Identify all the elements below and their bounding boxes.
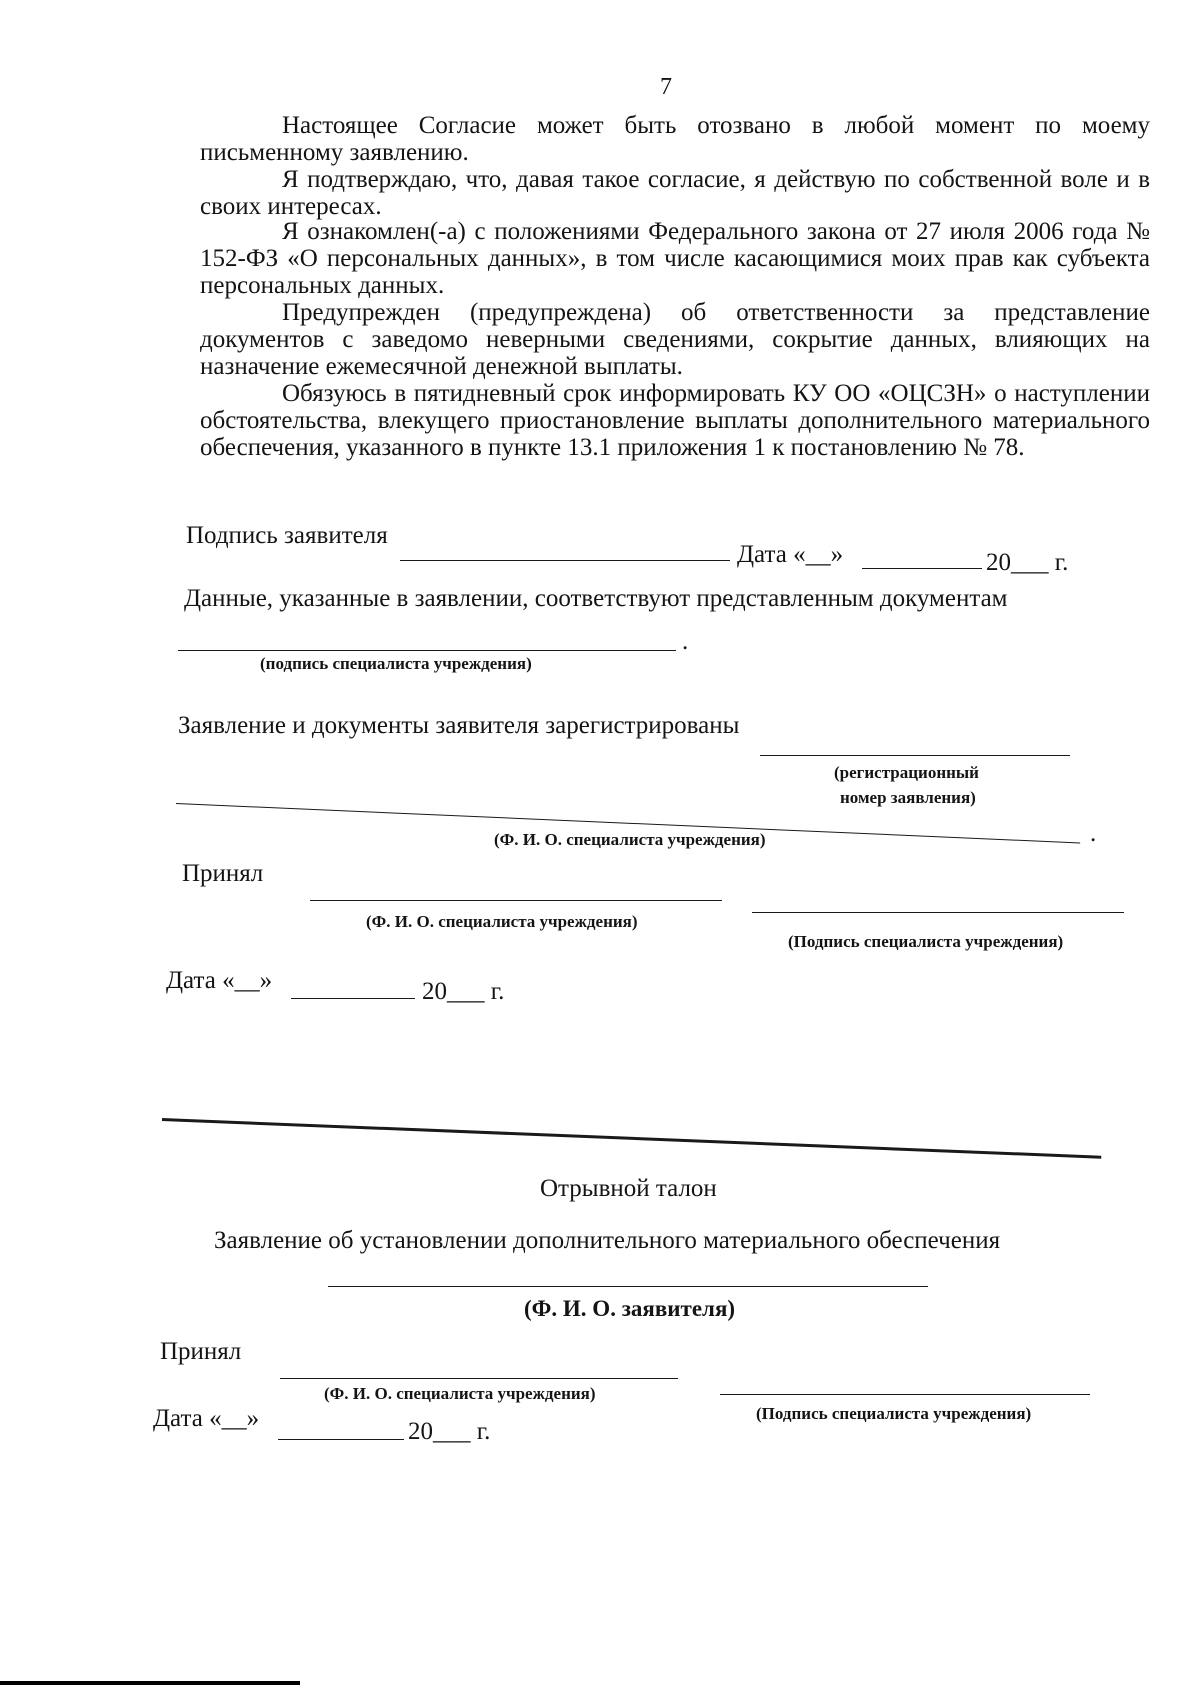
accepted-date-label: Дата «__» [166, 967, 273, 994]
applicant-year-label: 20___ г. [986, 549, 1069, 576]
applicant-date-label: Дата «__» [737, 541, 844, 568]
accepted-signature-line [752, 912, 1124, 913]
tear-off-accepted-label: Принял [160, 1338, 242, 1365]
tear-off-separator [162, 1118, 1101, 1159]
consent-paragraph-revocable: Настоящее Согласие может быть отозвано в любой момент по моему письменному заявлению. [200, 112, 1150, 166]
tear-off-title: Отрывной талон [540, 1175, 717, 1202]
verification-text: Данные, указанные в заявлении, соответствуют представленным документам [184, 585, 1008, 612]
verification-signature-line [178, 650, 676, 651]
tear-off-fio-caption: (Ф. И. О. специалиста учреждения) [324, 1384, 596, 1403]
tear-off-signature-caption: (Подпись специалиста учреждения) [756, 1404, 1032, 1423]
tear-off-applicant-line [328, 1286, 928, 1287]
consent-paragraph-responsibility: Предупрежден (предупреждена) об ответственности за представление документов с заведомо неверными сведениями, сокрытие данных, влияющих на назначение ежемесячной денежной выплаты. [200, 299, 1150, 380]
tear-off-applicant-caption: (Ф. И. О. заявителя) [524, 1296, 736, 1321]
registration-text: Заявление и документы заявителя зарегистрированы [178, 712, 740, 739]
page-number: 7 [660, 74, 672, 100]
applicant-date-line [862, 568, 982, 569]
consent-paragraph-152fz: Я ознакомлен(-а) с положениями Федерального закона от 27 июля 2006 года № 152-ФЗ «О персональных данных», в том числе касающимися моих прав как субъекта персональных данных. [200, 218, 1150, 299]
tear-off-statement: Заявление об установлении дополнительного материального обеспечения [214, 1227, 1001, 1254]
accepted-fio-line [310, 900, 722, 901]
accepted-signature-caption: (Подпись специалиста учреждения) [788, 932, 1064, 951]
applicant-signature-line [400, 560, 730, 561]
tear-off-signature-line [720, 1394, 1090, 1395]
tear-off-fio-line [280, 1378, 678, 1379]
accepted-fio-caption: (Ф. И. О. специалиста учреждения) [366, 912, 638, 931]
accepted-label: Принял [182, 860, 264, 887]
consent-paragraph-free-will: Я подтверждаю, что, давая такое согласие, я действую по собственной воле и в своих интересах. [200, 166, 1150, 220]
accepted-date-line [291, 998, 415, 999]
scan-edge-mark [0, 1681, 300, 1685]
tear-off-date-label: Дата «__» [153, 1405, 260, 1432]
tear-off-date-line [278, 1439, 404, 1440]
tear-off-year-label: 20___ г. [408, 1418, 491, 1445]
accepted-year-label: 20___ г. [422, 978, 505, 1005]
registration-dot: . [1090, 820, 1097, 847]
registration-fio-caption: (Ф. И. О. специалиста учреждения) [494, 830, 766, 849]
consent-paragraph-obligation: Обязуюсь в пятидневный срок информировать КУ ОО «ОЦСЗН» о наступлении обстоятельства, влекущего приостановление выплаты дополнительного материального обеспечения, указанного в пункте 13.1 приложения 1 к постановлению № 78. [200, 380, 1150, 461]
verification-caption: (подпись специалиста учреждения) [260, 654, 532, 673]
registration-caption-line1: (регистрационный [834, 763, 979, 782]
registration-caption-line2: номер заявления) [840, 788, 976, 807]
verification-dot: . [682, 628, 689, 655]
applicant-signature-label: Подпись заявителя [186, 522, 388, 549]
registration-number-line [760, 755, 1070, 756]
